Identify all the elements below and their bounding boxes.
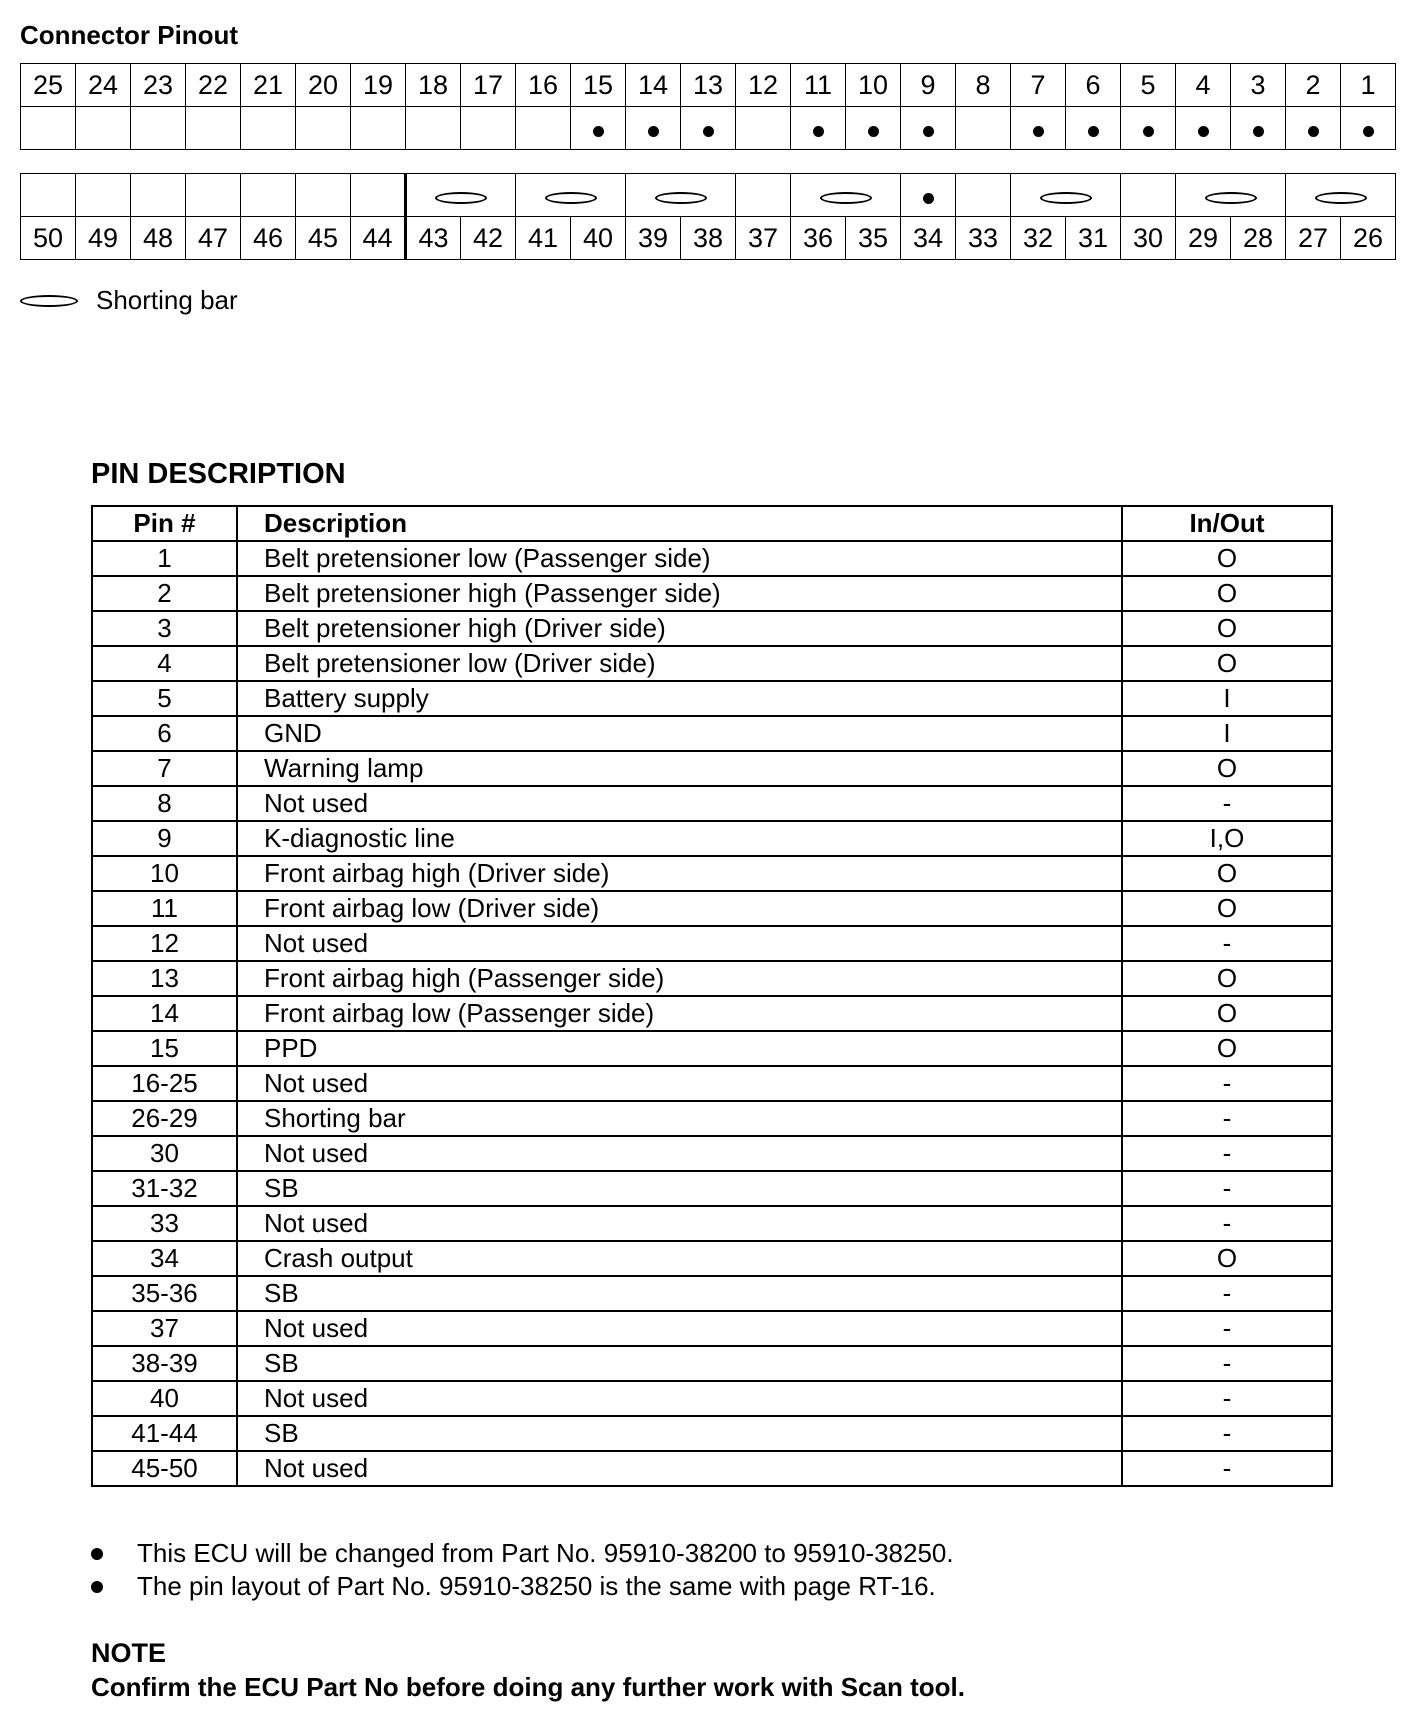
in-out-cell: O	[1122, 611, 1332, 646]
in-out-cell: -	[1122, 1206, 1332, 1241]
pin-number-cell: 4	[1176, 64, 1231, 107]
pin-marker-cell	[681, 107, 736, 150]
table-row	[92, 716, 1332, 751]
pin-marker-cell	[1066, 107, 1121, 150]
pin-cell: 26-29	[92, 1101, 237, 1136]
pin-marker-cell	[76, 107, 131, 150]
description-cell: Not used	[237, 1066, 1122, 1101]
table-row	[92, 1451, 1332, 1486]
pin-number-cell: 43	[406, 217, 461, 260]
description-cell: Belt pretensioner low (Driver side)	[237, 646, 1122, 681]
pin-number-cell: 27	[1286, 217, 1341, 260]
used-pin-dot-icon	[1253, 126, 1264, 137]
pin-number-cell: 23	[131, 64, 186, 107]
in-out-cell: I,O	[1122, 821, 1332, 856]
pin-number-cell: 49	[76, 217, 131, 260]
in-out-cell: -	[1122, 1101, 1332, 1136]
pin-number-cell: 26	[1341, 217, 1396, 260]
in-out-cell: -	[1122, 1381, 1332, 1416]
connector-bottom-grid	[20, 173, 1396, 260]
pin-number-cell: 40	[571, 217, 626, 260]
table-row	[92, 1416, 1332, 1451]
pin-marker-cell	[626, 107, 681, 150]
pin-marker-cell	[186, 107, 241, 150]
shorting-bar-icon	[1205, 192, 1257, 204]
pin-marker-cell	[241, 107, 296, 150]
pin-number-cell: 6	[1066, 64, 1121, 107]
header-description: Description	[237, 506, 1122, 541]
shorting-bar-icon	[655, 192, 707, 204]
pin-cell: 30	[92, 1136, 237, 1171]
description-cell: Battery supply	[237, 681, 1122, 716]
used-pin-dot-icon	[593, 126, 604, 137]
pin-number-cell: 38	[681, 217, 736, 260]
pin-marker-cell	[21, 174, 76, 217]
pin-number-cell: 8	[956, 64, 1011, 107]
in-out-cell: O	[1122, 751, 1332, 786]
pin-cell: 33	[92, 1206, 237, 1241]
in-out-cell: -	[1122, 1066, 1332, 1101]
in-out-cell: O	[1122, 856, 1332, 891]
pin-cell: 4	[92, 646, 237, 681]
pin-number-cell: 48	[131, 217, 186, 260]
pin-marker-cell	[1011, 174, 1121, 217]
used-pin-dot-icon	[1308, 126, 1319, 137]
in-out-cell: -	[1122, 1416, 1332, 1451]
pin-cell: 45-50	[92, 1451, 237, 1486]
shorting-bar-icon	[435, 192, 487, 204]
in-out-cell: I	[1122, 716, 1332, 751]
pin-number-cell: 44	[351, 217, 406, 260]
pin-number-cell: 35	[846, 217, 901, 260]
pin-number-cell: 18	[406, 64, 461, 107]
used-pin-dot-icon	[813, 126, 824, 137]
pin-number-cell: 37	[736, 217, 791, 260]
pin-number-cell: 33	[956, 217, 1011, 260]
pin-marker-cell	[351, 174, 406, 217]
pin-number-cell: 45	[296, 217, 351, 260]
pin-marker-cell	[351, 107, 406, 150]
table-row	[92, 611, 1332, 646]
table-header-row	[92, 506, 1332, 541]
description-cell: K-diagnostic line	[237, 821, 1122, 856]
connector-top-numbers-row	[21, 64, 1396, 107]
description-cell: Not used	[237, 1381, 1122, 1416]
table-row	[92, 1206, 1332, 1241]
table-row	[92, 1311, 1332, 1346]
shorting-bar-icon	[545, 192, 597, 204]
header-in-out: In/Out	[1122, 506, 1332, 541]
table-row	[92, 1101, 1332, 1136]
table-row	[92, 541, 1332, 576]
pin-cell: 7	[92, 751, 237, 786]
description-cell: SB	[237, 1171, 1122, 1206]
pin-cell: 2	[92, 576, 237, 611]
pin-number-cell: 16	[516, 64, 571, 107]
pin-number-cell: 24	[76, 64, 131, 107]
pin-cell: 8	[92, 786, 237, 821]
pin-marker-cell	[1121, 107, 1176, 150]
pin-marker-cell	[901, 107, 956, 150]
pin-marker-cell	[186, 174, 241, 217]
pin-cell: 6	[92, 716, 237, 751]
in-out-cell: O	[1122, 961, 1332, 996]
header-pin: Pin #	[92, 506, 237, 541]
in-out-cell: -	[1122, 1136, 1332, 1171]
pin-number-cell: 36	[791, 217, 846, 260]
pin-cell: 1	[92, 541, 237, 576]
bullet-icon	[91, 1548, 103, 1560]
pin-number-cell: 11	[791, 64, 846, 107]
pin-marker-cell	[1011, 107, 1066, 150]
in-out-cell: -	[1122, 786, 1332, 821]
pin-marker-cell	[1231, 107, 1286, 150]
table-row	[92, 1066, 1332, 1101]
pin-cell: 3	[92, 611, 237, 646]
pin-cell: 10	[92, 856, 237, 891]
used-pin-dot-icon	[1033, 126, 1044, 137]
pin-number-cell: 39	[626, 217, 681, 260]
pin-marker-cell	[1176, 107, 1231, 150]
table-row	[92, 1031, 1332, 1066]
pin-number-cell: 47	[186, 217, 241, 260]
pin-number-cell: 5	[1121, 64, 1176, 107]
description-cell: SB	[237, 1346, 1122, 1381]
pin-cell: 35-36	[92, 1276, 237, 1311]
used-pin-dot-icon	[1198, 126, 1209, 137]
table-row	[92, 751, 1332, 786]
pin-marker-cell	[406, 174, 516, 217]
pin-cell: 13	[92, 961, 237, 996]
pin-cell: 40	[92, 1381, 237, 1416]
legend-label: Shorting bar	[96, 285, 238, 315]
pin-cell: 37	[92, 1311, 237, 1346]
table-row	[92, 1241, 1332, 1276]
pin-marker-cell	[406, 107, 461, 150]
pin-description-table	[91, 505, 1333, 1487]
table-row	[92, 961, 1332, 996]
pin-number-cell: 9	[901, 64, 956, 107]
shorting-bar-legend	[20, 285, 238, 316]
table-row	[92, 996, 1332, 1031]
pin-number-cell: 15	[571, 64, 626, 107]
pin-number-cell: 12	[736, 64, 791, 107]
in-out-cell: -	[1122, 1311, 1332, 1346]
table-row	[92, 821, 1332, 856]
pin-number-cell: 41	[516, 217, 571, 260]
description-cell: Not used	[237, 1206, 1122, 1241]
used-pin-dot-icon	[868, 126, 879, 137]
shorting-bar-icon	[1040, 192, 1092, 204]
pin-number-cell: 34	[901, 217, 956, 260]
description-cell: Not used	[237, 1136, 1122, 1171]
in-out-cell: -	[1122, 926, 1332, 961]
pin-marker-cell	[791, 107, 846, 150]
pin-cell: 9	[92, 821, 237, 856]
table-row	[92, 926, 1332, 961]
description-cell: SB	[237, 1416, 1122, 1451]
pin-marker-cell	[296, 174, 351, 217]
in-out-cell: O	[1122, 541, 1332, 576]
pin-number-cell: 20	[296, 64, 351, 107]
pin-number-cell: 1	[1341, 64, 1396, 107]
pin-marker-cell	[1341, 107, 1396, 150]
used-pin-dot-icon	[648, 126, 659, 137]
in-out-cell: I	[1122, 681, 1332, 716]
pin-marker-cell	[736, 174, 791, 217]
in-out-cell: -	[1122, 1276, 1332, 1311]
description-cell: Crash output	[237, 1241, 1122, 1276]
description-cell: Shorting bar	[237, 1101, 1122, 1136]
pin-marker-cell	[76, 174, 131, 217]
pin-number-cell: 50	[21, 217, 76, 260]
description-cell: Front airbag low (Driver side)	[237, 891, 1122, 926]
pin-marker-cell	[131, 107, 186, 150]
pin-marker-cell	[1121, 174, 1176, 217]
pin-cell: 14	[92, 996, 237, 1031]
pin-number-cell: 29	[1176, 217, 1231, 260]
note-title: NOTE	[91, 1638, 167, 1668]
in-out-cell: O	[1122, 1241, 1332, 1276]
description-cell: Belt pretensioner high (Passenger side)	[237, 576, 1122, 611]
in-out-cell: O	[1122, 646, 1332, 681]
used-pin-dot-icon	[923, 193, 934, 204]
shorting-bar-icon	[20, 295, 78, 307]
pin-number-cell: 21	[241, 64, 296, 107]
pin-number-cell: 7	[1011, 64, 1066, 107]
table-row	[92, 1346, 1332, 1381]
table-row	[92, 856, 1332, 891]
table-row	[92, 1276, 1332, 1311]
pin-marker-cell	[956, 107, 1011, 150]
pin-marker-cell	[571, 107, 626, 150]
connector-top-grid	[20, 63, 1396, 150]
note-bullet-item	[91, 1570, 954, 1603]
connector-pinout-title: Connector Pinout	[20, 20, 239, 50]
pin-description-title: PIN DESCRIPTION	[91, 458, 346, 490]
description-cell: Front airbag high (Driver side)	[237, 856, 1122, 891]
pin-number-cell: 19	[351, 64, 406, 107]
pin-marker-cell	[461, 107, 516, 150]
table-row	[92, 576, 1332, 611]
pin-number-cell: 17	[461, 64, 516, 107]
pin-marker-cell	[1286, 107, 1341, 150]
pin-marker-cell	[131, 174, 186, 217]
pin-cell: 11	[92, 891, 237, 926]
description-cell: GND	[237, 716, 1122, 751]
used-pin-dot-icon	[1143, 126, 1154, 137]
table-row	[92, 891, 1332, 926]
description-cell: Warning lamp	[237, 751, 1122, 786]
description-cell: Front airbag high (Passenger side)	[237, 961, 1122, 996]
pin-marker-cell	[1286, 174, 1396, 217]
shorting-bar-icon	[1315, 192, 1367, 204]
pin-marker-cell	[516, 174, 626, 217]
pin-marker-cell	[516, 107, 571, 150]
in-out-cell: O	[1122, 1031, 1332, 1066]
note-bullet-text: This ECU will be changed from Part No. 95910-38200 to 95910-38250.	[137, 1538, 954, 1568]
description-cell: SB	[237, 1276, 1122, 1311]
description-cell: Not used	[237, 1311, 1122, 1346]
note-bullet-item	[91, 1537, 954, 1570]
note-text: Confirm the ECU Part No before doing any further work with Scan tool.	[91, 1672, 965, 1702]
notes-list	[91, 1537, 954, 1603]
shorting-bar-icon	[820, 192, 872, 204]
connector-top-markers-row	[21, 107, 1396, 150]
pin-marker-cell	[626, 174, 736, 217]
pin-marker-cell	[241, 174, 296, 217]
pin-marker-cell	[846, 107, 901, 150]
pin-cell: 34	[92, 1241, 237, 1276]
connector-bottom-numbers-row	[21, 217, 1396, 260]
pin-number-cell: 28	[1231, 217, 1286, 260]
description-cell: Not used	[237, 786, 1122, 821]
description-cell: Not used	[237, 1451, 1122, 1486]
in-out-cell: -	[1122, 1451, 1332, 1486]
table-row	[92, 646, 1332, 681]
connector-bottom-markers-row	[21, 174, 1396, 217]
pin-cell: 38-39	[92, 1346, 237, 1381]
used-pin-dot-icon	[923, 126, 934, 137]
pin-number-cell: 22	[186, 64, 241, 107]
pin-cell: 12	[92, 926, 237, 961]
pin-number-cell: 13	[681, 64, 736, 107]
table-row	[92, 1136, 1332, 1171]
pin-number-cell: 25	[21, 64, 76, 107]
pin-number-cell: 30	[1121, 217, 1176, 260]
pin-number-cell: 31	[1066, 217, 1121, 260]
used-pin-dot-icon	[703, 126, 714, 137]
pin-marker-cell	[1176, 174, 1286, 217]
pin-marker-cell	[956, 174, 1011, 217]
used-pin-dot-icon	[1363, 126, 1374, 137]
pin-marker-cell	[901, 174, 956, 217]
pin-marker-cell	[736, 107, 791, 150]
pin-marker-cell	[296, 107, 351, 150]
description-cell: Belt pretensioner high (Driver side)	[237, 611, 1122, 646]
in-out-cell: -	[1122, 1171, 1332, 1206]
pin-number-cell: 3	[1231, 64, 1286, 107]
table-row	[92, 1171, 1332, 1206]
pin-cell: 16-25	[92, 1066, 237, 1101]
pin-number-cell: 32	[1011, 217, 1066, 260]
description-cell: Not used	[237, 926, 1122, 961]
in-out-cell: O	[1122, 576, 1332, 611]
in-out-cell: O	[1122, 996, 1332, 1031]
pin-cell: 5	[92, 681, 237, 716]
in-out-cell: O	[1122, 891, 1332, 926]
note-bullet-text: The pin layout of Part No. 95910-38250 is the same with page RT-16.	[137, 1571, 936, 1601]
in-out-cell: -	[1122, 1346, 1332, 1381]
pin-number-cell: 14	[626, 64, 681, 107]
table-row	[92, 786, 1332, 821]
pin-number-cell: 2	[1286, 64, 1341, 107]
used-pin-dot-icon	[1088, 126, 1099, 137]
pin-number-cell: 46	[241, 217, 296, 260]
pin-cell: 41-44	[92, 1416, 237, 1451]
pin-number-cell: 42	[461, 217, 516, 260]
table-row	[92, 1381, 1332, 1416]
pin-cell: 31-32	[92, 1171, 237, 1206]
pin-marker-cell	[791, 174, 901, 217]
table-row	[92, 681, 1332, 716]
pin-cell: 15	[92, 1031, 237, 1066]
pin-marker-cell	[21, 107, 76, 150]
description-cell: PPD	[237, 1031, 1122, 1066]
bullet-icon	[91, 1581, 103, 1593]
description-cell: Front airbag low (Passenger side)	[237, 996, 1122, 1031]
description-cell: Belt pretensioner low (Passenger side)	[237, 541, 1122, 576]
pin-number-cell: 10	[846, 64, 901, 107]
